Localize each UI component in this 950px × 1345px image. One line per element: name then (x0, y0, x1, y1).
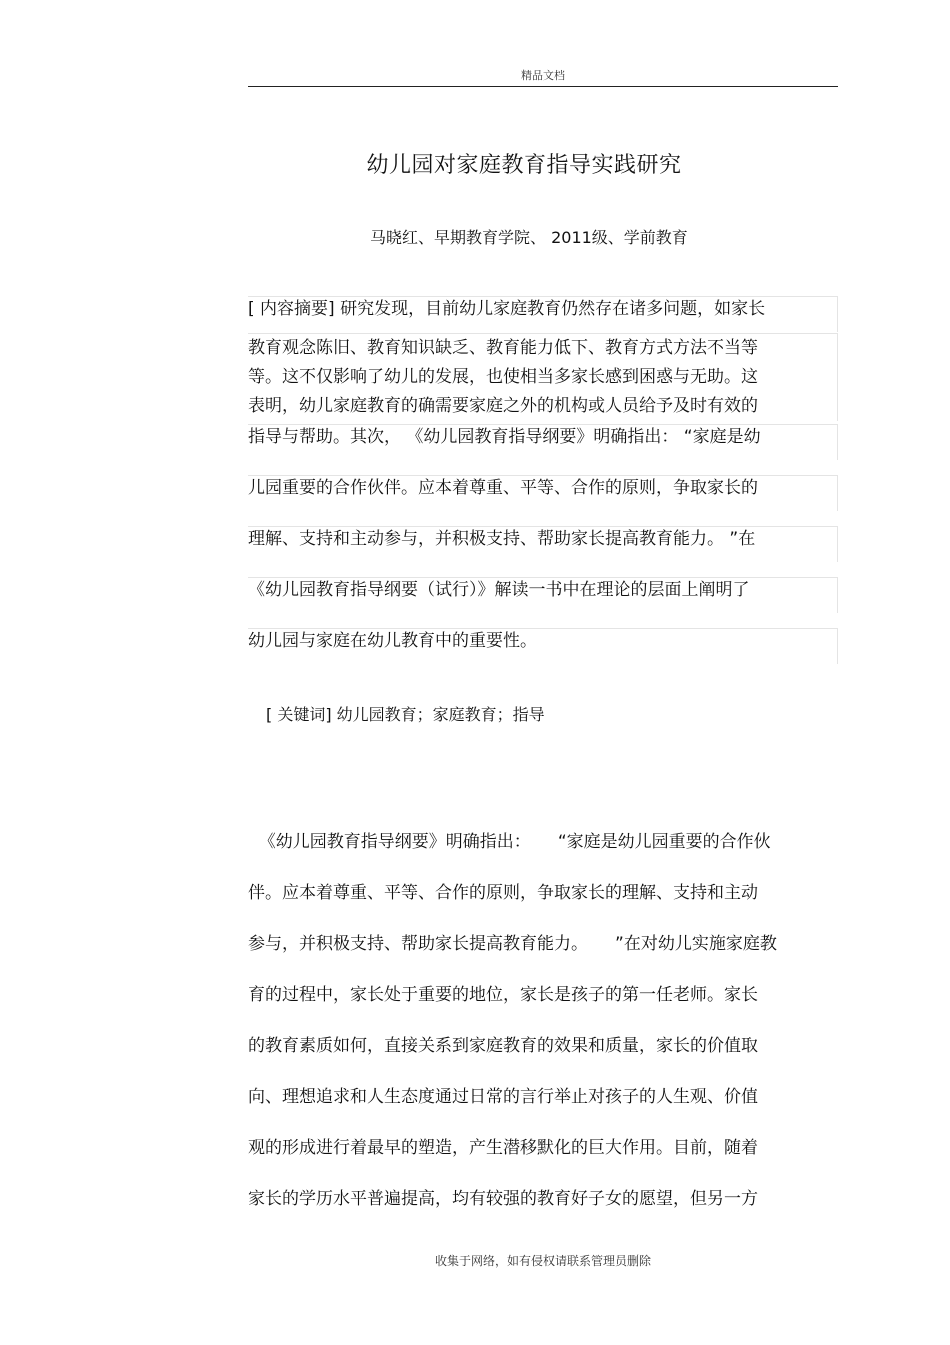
abstract-line-9: 幼儿园与家庭在幼儿教育中的重要性。 (248, 628, 838, 664)
body-line-1: 《幼儿园教育指导纲要》明确指出： “家庭是幼儿园重要的合作伙 (248, 832, 771, 852)
abstract-line-2: 教育观念陈旧、教育知识缺乏、教育能力低下、教育方式方法不当等 (248, 338, 758, 358)
abstract-line-8: 《幼儿园教育指导纲要（试行）》解读一书中在理论的层面上阐明了 (248, 577, 838, 613)
abstract-line-5: 指导与帮助。其次， 《幼儿园教育指导纲要》明确指出： “家庭是幼 (248, 424, 838, 460)
keywords-line: [ 关键词] 幼儿园教育；家庭教育；指导 (266, 705, 545, 724)
body-line-4: 育的过程中，家长处于重要的地位，家长是孩子的第一任老师。家长 (248, 985, 758, 1005)
abstract-paragraph-block (248, 333, 838, 421)
document-title: 幼儿园对家庭教育指导实践研究 (366, 153, 682, 178)
abstract-line-3: 等。这不仅影响了幼儿的发展，也使相当多家长感到困惑与无助。这 (248, 367, 758, 387)
abstract-line-1: [ 内容摘要] 研究发现，目前幼儿家庭教育仍然存在诸多问题，如家长 (248, 296, 838, 332)
abstract-line-4: 表明，幼儿家庭教育的确需要家庭之外的机构或人员给予及时有效的 (248, 396, 758, 416)
footer-note: 收集于网络，如有侵权请联系管理员删除 (434, 1254, 651, 1268)
body-line-2: 伴。应本着尊重、平等、合作的原则，争取家长的理解、支持和主动 (248, 883, 758, 903)
body-line-6: 向、理想追求和人生态度通过日常的言行举止对孩子的人生观、价值 (248, 1087, 758, 1107)
body-line-3: 参与，并积极支持、帮助家长提高教育能力。 ”在对幼儿实施家庭教 (248, 934, 777, 954)
author-line: 马晓红、早期教育学院、 2011级、学前教育 (370, 228, 688, 247)
body-line-5: 的教育素质如何，直接关系到家庭教育的效果和质量，家长的价值取 (248, 1036, 758, 1056)
body-line-7: 观的形成进行着最早的塑造，产生潜移默化的巨大作用。目前，随着 (248, 1138, 758, 1158)
header-label: 精品文档 (521, 69, 565, 82)
abstract-line-6: 儿园重要的合作伙伴。应本着尊重、平等、合作的原则，争取家长的 (248, 475, 838, 511)
abstract-line-7: 理解、支持和主动参与，并积极支持、帮助家长提高教育能力。 ”在 (248, 526, 838, 562)
body-line-8: 家长的学历水平普遍提高，均有较强的教育好子女的愿望，但另一方 (248, 1189, 758, 1209)
header-rule (248, 86, 838, 87)
